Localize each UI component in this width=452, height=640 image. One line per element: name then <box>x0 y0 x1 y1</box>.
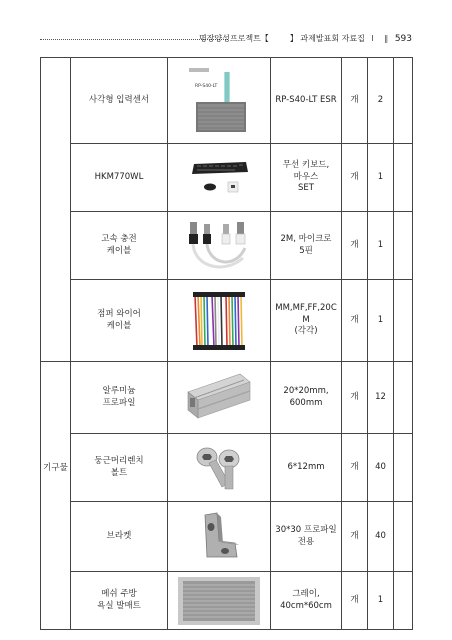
empty-cell <box>394 502 413 572</box>
item-qty: 2 <box>368 58 394 144</box>
table-row <box>41 434 413 502</box>
table-row <box>41 144 413 212</box>
empty-cell <box>394 280 413 362</box>
item-qty: 1 <box>368 572 394 630</box>
item-name: 고속 충전 케이블 <box>71 212 168 280</box>
empty-cell <box>394 144 413 212</box>
item-spec: RP-S40-LT ESR <box>271 58 342 144</box>
table-row <box>41 280 413 362</box>
hex-bolt-image <box>168 443 270 493</box>
empty-cell <box>394 212 413 280</box>
item-spec: 20*20mm, 600mm <box>271 362 342 434</box>
page-header <box>40 33 412 45</box>
item-name: 알루미늄 프로파일 <box>71 362 168 434</box>
item-image-cell <box>168 502 271 572</box>
category-cell-empty <box>41 58 71 362</box>
item-unit: 개 <box>342 280 368 362</box>
item-spec: 그레이, 40cm*60cm <box>271 572 342 630</box>
item-spec: 6*12mm <box>271 434 342 502</box>
table-row <box>41 362 413 434</box>
item-qty: 1 <box>368 144 394 212</box>
item-name: 브라켓 <box>71 502 168 572</box>
item-name: 사각형 입력센서 <box>71 58 168 144</box>
header-project-title: 명장양성프로젝트【 <box>198 34 269 43</box>
page-number: 593 <box>394 34 412 44</box>
header-text <box>199 33 412 44</box>
item-qty: 1 <box>368 280 394 362</box>
table-row <box>41 572 413 630</box>
item-unit: 개 <box>342 572 368 630</box>
aluminum-profile-image <box>168 370 270 426</box>
materials-table <box>40 57 413 630</box>
item-image-cell <box>168 362 271 434</box>
empty-cell <box>394 572 413 630</box>
item-image-cell <box>168 58 271 144</box>
item-image-cell <box>168 280 271 362</box>
item-image-cell <box>168 572 271 630</box>
item-spec: 무선 키보드, 마우스 SET <box>271 144 342 212</box>
category-cell <box>41 362 71 630</box>
bracket-image <box>168 511 270 563</box>
table-row <box>41 502 413 572</box>
item-qty: 1 <box>368 212 394 280</box>
header-section-title: 】 과제발표회 자료집 <box>289 34 365 43</box>
item-name: 둥근머리렌치 볼트 <box>71 434 168 502</box>
usb-cable-image <box>168 218 270 274</box>
item-qty: 40 <box>368 434 394 502</box>
table-row <box>41 58 413 144</box>
item-image-cell <box>168 212 271 280</box>
item-image-cell <box>168 144 271 212</box>
jumper-wire-image <box>168 289 270 353</box>
bath-mat-image <box>168 575 270 627</box>
item-name: 점퍼 와이어 케이블 <box>71 280 168 362</box>
table-row <box>41 212 413 280</box>
item-spec: 2M, 마이크로 5핀 <box>271 212 342 280</box>
header-divider: I <box>371 34 374 43</box>
item-image-cell <box>168 434 271 502</box>
item-name: HKM770WL <box>71 144 168 212</box>
item-spec: MM,MF,FF,20C M (각각) <box>271 280 342 362</box>
sensor-image-caption: RP-S40-LT <box>195 83 218 89</box>
keyboard-mouse-image <box>168 160 270 196</box>
force-sensor-pad-image <box>168 66 270 136</box>
empty-cell <box>394 434 413 502</box>
category-label: 기구물 <box>43 462 68 473</box>
item-unit: 개 <box>342 212 368 280</box>
item-unit: 개 <box>342 58 368 144</box>
empty-cell <box>394 58 413 144</box>
item-unit: 개 <box>342 434 368 502</box>
item-qty: 40 <box>368 502 394 572</box>
item-unit: 개 <box>342 362 368 434</box>
item-spec: 30*30 프로파일 전용 <box>271 502 342 572</box>
empty-cell <box>394 362 413 434</box>
item-unit: 개 <box>342 144 368 212</box>
item-name: 메쉬 주방 욕실 발매트 <box>71 572 168 630</box>
item-qty: 12 <box>368 362 394 434</box>
item-unit: 개 <box>342 502 368 572</box>
header-divider-2: ‖ <box>384 34 389 43</box>
